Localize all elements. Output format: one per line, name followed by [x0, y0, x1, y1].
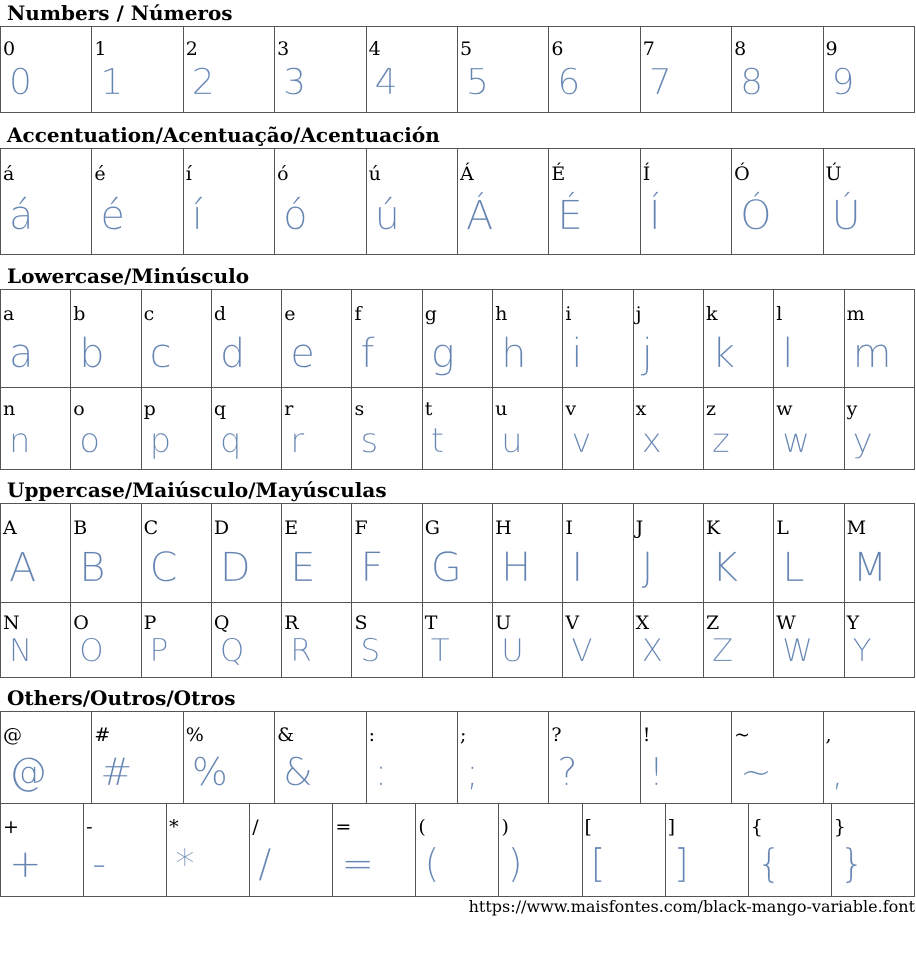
font-sample-glyph: 0 [9, 62, 32, 103]
uppercase-heading: Uppercase/Maiúsculo/Mayúsculas [7, 478, 387, 502]
font-sample-glyph: É [557, 193, 583, 239]
glyph-cell [275, 149, 366, 255]
glyph-cell [92, 149, 183, 255]
glyph-cell [141, 388, 211, 470]
font-sample-glyph: ú [374, 193, 400, 239]
font-sample-glyph: D [219, 545, 251, 591]
font-sample-glyph: N [9, 633, 33, 669]
reference-char: k [705, 303, 718, 325]
glyph-cell [333, 804, 416, 897]
glyph-cell [633, 504, 703, 603]
glyph-cell [493, 290, 563, 388]
glyph-cell [92, 27, 183, 113]
glyph-cell [352, 504, 422, 603]
glyph-cell [366, 149, 457, 255]
font-sample-glyph: p [149, 421, 172, 461]
font-sample-glyph: h [501, 331, 527, 377]
glyph-cell [71, 290, 141, 388]
reference-char: ú [368, 163, 381, 185]
glyph-cell [844, 603, 914, 678]
font-sample-glyph: ? [557, 750, 578, 794]
glyph-row [1, 149, 915, 255]
glyph-row [1, 504, 915, 603]
font-sample-glyph: / [258, 842, 272, 887]
glyph-cell [1, 388, 71, 470]
glyph-cell [563, 290, 633, 388]
font-sample-glyph: % [191, 750, 228, 794]
font-sample-glyph: ( [424, 842, 440, 887]
font-sample-glyph: 6 [557, 62, 581, 103]
font-sample-glyph: b [79, 331, 105, 377]
font-sample-glyph: 7 [648, 62, 672, 103]
reference-char: W [776, 612, 796, 634]
glyph-cell [352, 388, 422, 470]
reference-char: á [3, 163, 15, 185]
reference-char: * [169, 816, 179, 838]
glyph-cell [633, 603, 703, 678]
reference-char: P [143, 612, 157, 634]
font-sample-glyph: - [92, 842, 107, 887]
reference-char: s [354, 398, 365, 420]
reference-char: Q [213, 612, 230, 634]
font-sample-glyph: O [79, 633, 104, 669]
glyph-cell [774, 290, 844, 388]
reference-char: 5 [459, 38, 473, 60]
font-sample-glyph: c [149, 331, 172, 377]
glyph-cell [250, 804, 333, 897]
glyph-cell [549, 149, 640, 255]
font-sample-glyph: 1 [100, 62, 124, 103]
font-sample-glyph: P [149, 633, 169, 669]
reference-char: M [846, 517, 867, 539]
glyph-cell [183, 712, 274, 804]
glyph-cell [366, 712, 457, 804]
reference-char: p [143, 398, 156, 420]
glyph-cell [141, 504, 211, 603]
font-sample-glyph: y [852, 421, 873, 461]
glyph-cell [582, 804, 665, 897]
reference-char: ) [501, 816, 509, 838]
font-sample-glyph: & [283, 750, 313, 794]
font-sample-glyph: Ú [831, 193, 861, 239]
reference-char: é [94, 163, 106, 185]
font-sample-glyph: B [79, 545, 106, 591]
glyph-cell [823, 712, 914, 804]
font-sample-glyph: x [641, 421, 662, 461]
reference-char: { [750, 816, 763, 838]
font-sample-glyph: R [290, 633, 312, 669]
source-url: https://www.maisfontes.com/black-mango-variable.font [468, 897, 915, 916]
font-sample-glyph: w [782, 421, 811, 461]
reference-char: a [3, 303, 15, 325]
glyph-cell [1, 290, 71, 388]
reference-char: J [635, 517, 644, 539]
font-sample-glyph: @ [9, 750, 47, 794]
reference-char: ; [459, 724, 467, 746]
glyph-cell [141, 603, 211, 678]
font-sample-glyph: U [501, 633, 524, 669]
font-sample-glyph: Z [711, 633, 734, 669]
reference-char: 0 [3, 38, 16, 60]
others-grid-1 [0, 711, 915, 804]
reference-char: : [368, 724, 375, 746]
reference-char: b [73, 303, 86, 325]
reference-char: - [86, 816, 93, 838]
uppercase-grid [0, 503, 915, 678]
reference-char: h [495, 303, 508, 325]
reference-char: U [495, 612, 512, 634]
glyph-cell [92, 712, 183, 804]
glyph-cell [703, 603, 773, 678]
reference-char: K [705, 517, 721, 539]
reference-char: u [495, 398, 508, 420]
glyph-cell [282, 504, 352, 603]
glyph-cell [703, 388, 773, 470]
reference-char: F [354, 517, 368, 539]
glyph-cell [422, 388, 492, 470]
reference-char: r [284, 398, 294, 420]
glyph-cell [183, 149, 274, 255]
reference-char: E [284, 517, 299, 539]
glyph-cell [640, 712, 731, 804]
glyph-cell [563, 603, 633, 678]
font-sample-glyph: 5 [465, 62, 489, 103]
reference-char: É [551, 163, 566, 185]
font-sample-glyph: } [839, 842, 865, 887]
reference-char: d [213, 303, 227, 325]
glyph-cell [732, 712, 823, 804]
glyph-cell [640, 149, 731, 255]
others-heading: Others/Outros/Otros [7, 686, 236, 710]
glyph-row [1, 712, 915, 804]
font-sample-glyph: A [9, 545, 37, 591]
font-sample-glyph: L [782, 545, 805, 591]
font-sample-glyph: T [430, 633, 450, 669]
reference-char: G [424, 517, 440, 539]
accents-grid [0, 148, 915, 255]
font-sample-glyph: ] [673, 842, 689, 887]
reference-char: ~ [734, 724, 751, 746]
glyph-cell [366, 27, 457, 113]
reference-char: } [833, 816, 846, 838]
glyph-cell [352, 290, 422, 388]
glyph-cell [457, 712, 548, 804]
reference-char: L [776, 517, 789, 539]
others-grid-2 [0, 803, 915, 897]
font-sample-glyph: f [360, 331, 375, 377]
font-sample-glyph: 9 [831, 62, 855, 103]
font-sample-glyph: ; [465, 750, 479, 794]
glyph-cell [167, 804, 250, 897]
glyph-cell [549, 27, 640, 113]
font-sample-glyph: z [711, 421, 730, 461]
reference-char: ? [551, 724, 562, 746]
glyph-cell [352, 603, 422, 678]
reference-char: @ [3, 724, 22, 746]
font-sample-glyph: d [219, 331, 246, 377]
reference-char: x [635, 398, 647, 420]
glyph-cell [282, 603, 352, 678]
glyph-cell [422, 504, 492, 603]
font-sample-glyph: s [360, 421, 379, 461]
glyph-cell [275, 27, 366, 113]
font-sample-glyph: Á [465, 193, 494, 239]
font-sample-glyph: t [430, 421, 445, 461]
glyph-cell [282, 290, 352, 388]
font-sample-glyph: 8 [740, 62, 764, 103]
glyph-cell [633, 290, 703, 388]
reference-char: w [776, 398, 793, 420]
reference-char: ! [642, 724, 651, 746]
glyph-cell [703, 504, 773, 603]
reference-char: D [213, 517, 230, 539]
font-sample-glyph: ! [648, 750, 664, 794]
lowercase-heading: Lowercase/Minúsculo [7, 264, 250, 288]
font-sample-glyph: r [290, 421, 305, 461]
reference-char: , [825, 724, 832, 746]
font-sample-glyph: { [756, 842, 782, 887]
glyph-cell [416, 804, 499, 897]
reference-char: 3 [277, 38, 290, 60]
glyph-cell [493, 388, 563, 470]
font-sample-glyph: o [79, 421, 101, 461]
font-sample-glyph: W [782, 633, 813, 669]
glyph-cell [1, 504, 71, 603]
font-sample-glyph: n [9, 421, 31, 461]
glyph-cell [275, 712, 366, 804]
font-sample-glyph: Í [648, 193, 661, 239]
reference-char: 7 [642, 38, 655, 60]
font-sample-glyph: G [430, 545, 462, 591]
font-sample-glyph: 2 [191, 62, 215, 103]
reference-char: e [284, 303, 296, 325]
glyph-cell [211, 603, 281, 678]
reference-char: l [776, 303, 783, 325]
glyph-cell [211, 504, 281, 603]
font-sample-glyph: k [711, 331, 736, 377]
font-sample-glyph: * [175, 842, 195, 887]
font-sample-glyph: [ [590, 842, 606, 887]
reference-char: t [424, 398, 433, 420]
glyph-cell [774, 603, 844, 678]
reference-char: I [565, 517, 573, 539]
reference-char: j [635, 303, 642, 325]
reference-char: Í [642, 163, 651, 185]
reference-char: í [185, 163, 192, 185]
font-sample-glyph: j [641, 331, 653, 377]
font-sample-glyph: í [191, 193, 203, 239]
glyph-cell [831, 804, 914, 897]
reference-char: Z [705, 612, 720, 634]
reference-char: ] [667, 816, 676, 838]
glyph-cell [141, 290, 211, 388]
font-sample-glyph: Ó [740, 193, 772, 239]
font-sample-glyph: u [501, 421, 523, 461]
font-sample-glyph: á [9, 193, 34, 239]
glyph-cell [1, 149, 92, 255]
glyph-cell [211, 388, 281, 470]
glyph-cell [457, 27, 548, 113]
glyph-cell [422, 290, 492, 388]
reference-char: T [424, 612, 438, 634]
glyph-cell [71, 603, 141, 678]
reference-char: C [143, 517, 159, 539]
reference-char: A [3, 517, 17, 539]
reference-char: V [565, 612, 580, 634]
reference-char: R [284, 612, 299, 634]
reference-char: v [565, 398, 577, 420]
glyph-cell [282, 388, 352, 470]
reference-char: n [3, 398, 16, 420]
glyph-cell [823, 149, 914, 255]
glyph-cell [493, 504, 563, 603]
glyph-cell [823, 27, 914, 113]
glyph-cell [211, 290, 281, 388]
font-sample-glyph: H [501, 545, 532, 591]
font-sample-glyph: ~ [740, 750, 772, 794]
font-sample-glyph: v [571, 421, 592, 461]
reference-char: + [3, 816, 19, 838]
glyph-row [1, 603, 915, 678]
reference-char: Y [846, 612, 860, 634]
font-sample-glyph: E [290, 545, 316, 591]
glyph-cell [844, 290, 914, 388]
font-sample-glyph: J [641, 545, 654, 591]
glyph-cell [422, 603, 492, 678]
font-sample-glyph: C [149, 545, 178, 591]
font-sample-glyph: V [571, 633, 593, 669]
lowercase-grid [0, 289, 915, 470]
reference-char: 4 [368, 38, 381, 60]
glyph-cell [499, 804, 582, 897]
font-sample-glyph: ó [283, 193, 308, 239]
font-sample-glyph: M [852, 545, 888, 591]
glyph-cell [71, 504, 141, 603]
font-sample-glyph: # [100, 750, 133, 794]
font-sample-glyph: m [852, 331, 892, 377]
font-sample-glyph: I [571, 545, 584, 591]
font-sample-glyph: 4 [374, 62, 398, 103]
reference-char: Ó [734, 163, 750, 185]
glyph-cell [774, 504, 844, 603]
glyph-cell [1, 804, 84, 897]
reference-char: X [635, 612, 650, 634]
reference-char: c [143, 303, 155, 325]
reference-char: H [495, 517, 512, 539]
font-sample-glyph: K [711, 545, 739, 591]
font-sample-glyph: q [219, 421, 242, 461]
glyph-cell [563, 388, 633, 470]
reference-char: i [565, 303, 572, 325]
reference-char: & [277, 724, 295, 746]
reference-char: o [73, 398, 85, 420]
font-sample-glyph: 3 [283, 62, 307, 103]
reference-char: 2 [185, 38, 198, 60]
reference-char: S [354, 612, 368, 634]
glyph-row [1, 290, 915, 388]
font-sample-glyph: Q [219, 633, 245, 669]
font-sample-glyph: e [290, 331, 315, 377]
reference-char: q [213, 398, 227, 420]
glyph-cell [1, 712, 92, 804]
font-sample-glyph: , [831, 750, 844, 794]
numbers-heading: Numbers / Números [7, 1, 233, 25]
glyph-row [1, 388, 915, 470]
font-sample-glyph: = [341, 842, 374, 887]
glyph-cell [1, 603, 71, 678]
font-sample-glyph: S [360, 633, 381, 669]
font-sample-glyph: ) [507, 842, 523, 887]
glyph-cell [1, 27, 92, 113]
reference-char: O [73, 612, 89, 634]
glyph-cell [665, 804, 748, 897]
glyph-cell [748, 804, 831, 897]
reference-char: 8 [734, 38, 747, 60]
font-sample-glyph: + [9, 842, 42, 887]
reference-char: f [354, 303, 362, 325]
font-sample-glyph: a [9, 331, 34, 377]
glyph-cell [493, 603, 563, 678]
reference-char: y [846, 398, 858, 420]
reference-char: # [94, 724, 111, 746]
reference-char: 1 [94, 38, 107, 60]
font-sample-glyph: Y [852, 633, 872, 669]
reference-char: B [73, 517, 88, 539]
font-sample-glyph: X [641, 633, 663, 669]
glyph-row [1, 27, 915, 113]
reference-char: z [705, 398, 716, 420]
glyph-cell [774, 388, 844, 470]
reference-char: g [424, 303, 437, 325]
reference-char: / [252, 816, 259, 838]
font-sample-glyph: é [100, 193, 125, 239]
glyph-row [1, 804, 915, 897]
glyph-cell [71, 388, 141, 470]
glyph-cell [457, 149, 548, 255]
glyph-cell [84, 804, 167, 897]
font-sample-glyph: i [571, 331, 583, 377]
glyph-cell [732, 27, 823, 113]
font-sample-glyph: F [360, 545, 384, 591]
font-sample-glyph: l [782, 331, 794, 377]
reference-char: [ [584, 816, 592, 838]
reference-char: N [3, 612, 20, 634]
reference-char: ( [418, 816, 426, 838]
glyph-cell [844, 504, 914, 603]
reference-char: m [846, 303, 865, 325]
reference-char: % [185, 724, 204, 746]
glyph-cell [563, 504, 633, 603]
glyph-cell [549, 712, 640, 804]
reference-char: ó [277, 163, 289, 185]
reference-char: 6 [551, 38, 564, 60]
glyph-cell [183, 27, 274, 113]
reference-char: = [335, 816, 352, 838]
reference-char: Ú [825, 163, 842, 185]
accents-heading: Accentuation/Acentuação/Acentuación [7, 123, 440, 147]
numbers-grid [0, 26, 915, 113]
font-sample-glyph: g [430, 331, 455, 377]
glyph-cell [844, 388, 914, 470]
reference-char: 9 [825, 38, 838, 60]
glyph-cell [633, 388, 703, 470]
glyph-cell [732, 149, 823, 255]
glyph-cell [703, 290, 773, 388]
font-sample-glyph: : [374, 750, 388, 794]
reference-char: Á [459, 163, 474, 185]
glyph-cell [640, 27, 731, 113]
